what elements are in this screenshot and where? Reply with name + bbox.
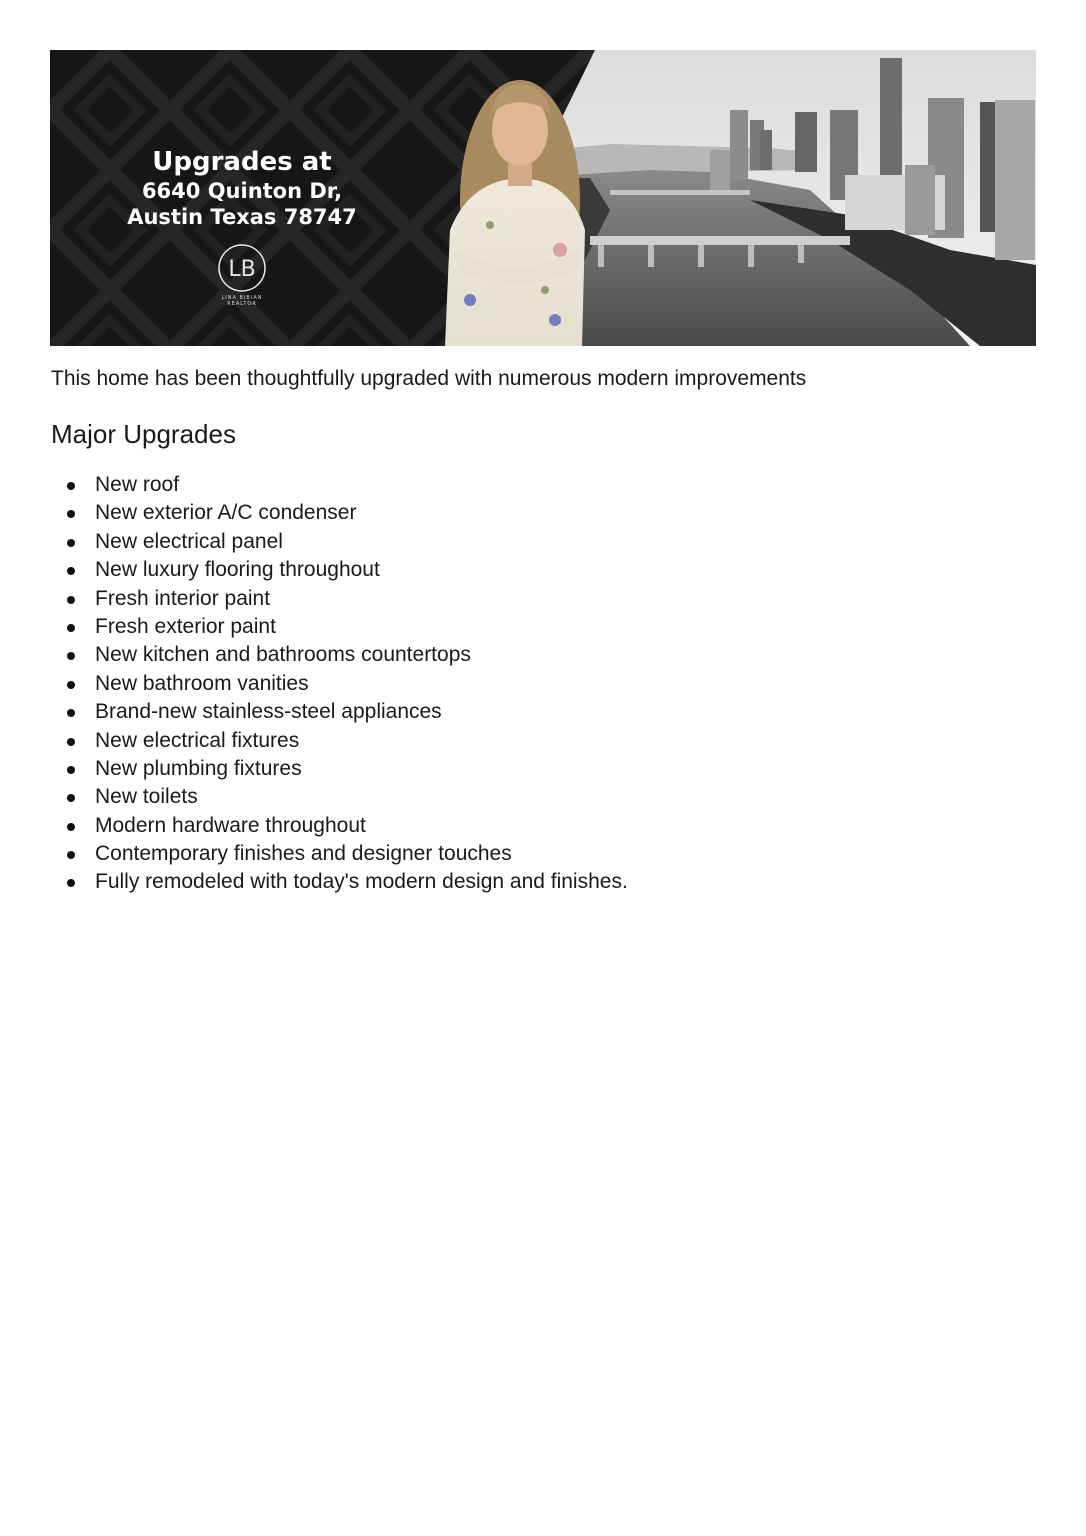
bullet-icon xyxy=(67,482,75,490)
list-item-text: New roof xyxy=(95,473,180,496)
logo-monogram-icon xyxy=(216,242,268,294)
list-item-text: Fresh exterior paint xyxy=(95,614,276,638)
bullet-icon xyxy=(67,879,75,887)
list-item xyxy=(66,783,628,811)
list-item xyxy=(66,755,628,783)
bullet-icon xyxy=(67,510,75,518)
bullet-icon xyxy=(67,681,75,689)
list-item-text: New kitchen and bathrooms countertops xyxy=(95,643,471,667)
list-item xyxy=(66,528,628,556)
bullet-icon xyxy=(67,652,75,660)
list-item-text: New electrical panel xyxy=(95,529,283,553)
list-item xyxy=(66,556,628,584)
logo-caption: LINA BIBIAN REALTOR xyxy=(221,295,263,307)
list-item xyxy=(66,670,628,698)
bullet-icon xyxy=(67,596,75,604)
list-item xyxy=(66,585,628,613)
list-item xyxy=(66,698,628,726)
list-item xyxy=(66,499,628,527)
list-item xyxy=(66,812,628,840)
list-item-text: New plumbing fixtures xyxy=(95,756,302,780)
list-item-text: Fully remodeled with today's modern design and finishes. xyxy=(95,870,628,894)
bullet-icon xyxy=(67,851,75,859)
list-item-text: Fresh interior paint xyxy=(95,586,271,610)
banner-heading xyxy=(112,146,372,230)
list-item-text: New exterior A/C condenser xyxy=(95,501,357,525)
list-item xyxy=(66,641,628,669)
list-item xyxy=(66,868,628,896)
intro-text: This home has been thoughtfully upgraded with numerous modern improvements xyxy=(51,367,807,390)
list-item-text: Brand-new stainless-steel appliances xyxy=(95,700,442,724)
list-item-text: Contemporary finishes and designer touches xyxy=(95,842,512,866)
list-item-text: New electrical fixtures xyxy=(95,728,300,752)
bullet-icon xyxy=(67,823,75,831)
realtor-logo xyxy=(216,242,268,307)
bullet-icon xyxy=(67,738,75,746)
banner-title: Upgrades at xyxy=(152,147,332,177)
bullet-icon xyxy=(67,624,75,632)
list-item-text: New toilets xyxy=(95,785,198,809)
bullet-icon xyxy=(67,794,75,802)
section-title: Major Upgrades xyxy=(51,419,236,449)
bullet-icon xyxy=(67,567,75,575)
list-item-text: New luxury flooring throughout xyxy=(95,558,380,582)
list-item xyxy=(66,471,628,499)
bullet-icon xyxy=(67,709,75,717)
list-item-text: Modern hardware throughout xyxy=(95,813,366,837)
svg-text:LB: LB xyxy=(228,257,256,282)
upgrades-list xyxy=(66,471,628,897)
header-banner xyxy=(50,50,1036,346)
list-item xyxy=(66,727,628,755)
banner-address-line1: 6640 Quinton Dr, xyxy=(141,179,343,203)
bullet-icon xyxy=(67,539,75,547)
list-item-text: New bathroom vanities xyxy=(95,671,309,695)
list-item xyxy=(66,613,628,641)
banner-address-line2: Austin Texas 78747 xyxy=(127,205,357,229)
list-item xyxy=(66,840,628,868)
bullet-icon xyxy=(67,766,75,774)
